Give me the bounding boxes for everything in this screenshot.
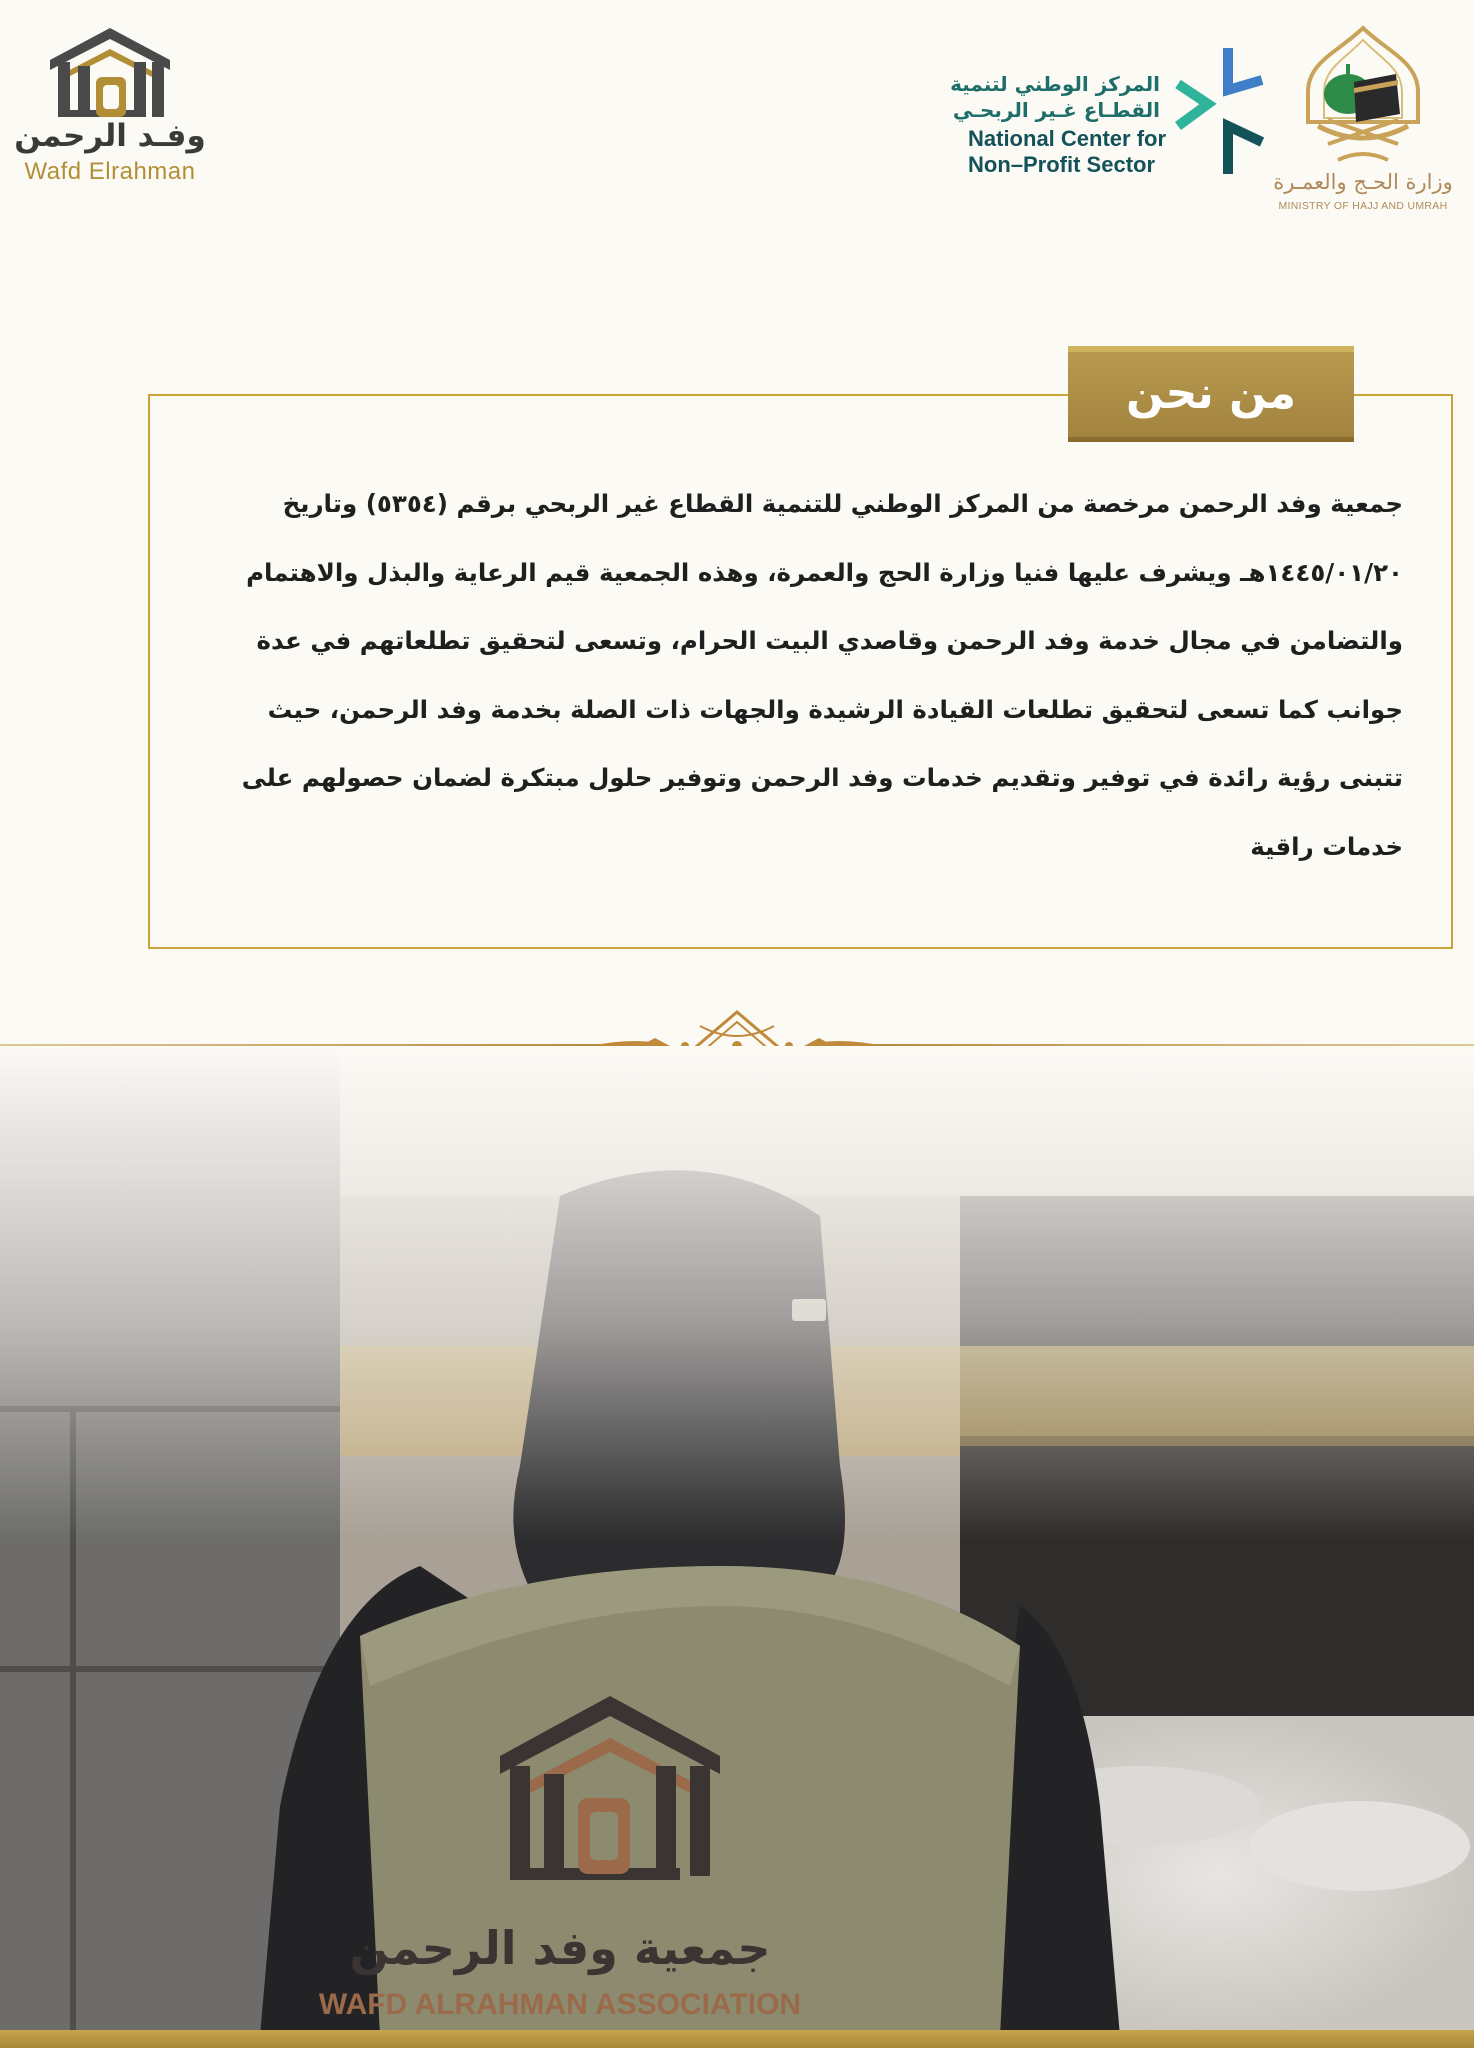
- kaaba-emblem-icon: [1268, 22, 1458, 172]
- wafd-elrahman-logo: [10, 22, 210, 187]
- wafd-logo-name-ar: وفـد الرحمن: [14, 118, 206, 154]
- ministry-name-ar: وزارة الحـج والعمـرة: [1273, 170, 1453, 194]
- ncnp-star-icon: [1170, 42, 1270, 182]
- ncnp-name-en-line1: National Center for: [968, 126, 1167, 151]
- ministry-name-en: MINISTRY OF HAJJ AND UMRAH: [1278, 200, 1448, 212]
- about-paragraph: [238, 470, 1403, 881]
- volunteer-photo: [0, 1046, 1474, 2036]
- wafd-logo-name-en: Wafd Elrahman: [24, 158, 196, 185]
- about-line: ١٤٤٥/٠١/٢٠هـ ويشرف عليها فنيا وزارة الحج والعمرة، وهذه الجمعية قيم الرعاية والبذل والاهتمام: [246, 557, 1403, 587]
- ncnp-name-en-line2: Non–Profit Sector: [968, 152, 1156, 177]
- ncnp-name-ar-line2: القطـاع غـير الربحـي: [952, 98, 1160, 122]
- about-line: تتبنى رؤية رائدة في توفير وتقديم خدمات وفد الرحمن وتوفير حلول مبتكرة لضمان حصولهم على: [241, 763, 1403, 792]
- ncnp-logo: [950, 42, 1280, 192]
- about-line: جمعية وفد الرحمن مرخصة من المركز الوطني للتنمية القطاع غير الربحي برقم (٥٣٥٤) وتاريخ: [282, 489, 1403, 518]
- about-line: خدمات راقية: [1250, 831, 1403, 861]
- ncnp-name-ar-line1: المركز الوطني لتنمية: [950, 72, 1160, 96]
- wafd-elrahman-logo-icon: [10, 22, 210, 122]
- about-line: والتضامن في مجال خدمة وفد الرحمن وقاصدي البيت الحرام، وتسعى لتحقيق تطلعاتهم في عدة: [256, 626, 1403, 655]
- volunteer-photo-illustration: [0, 1046, 1474, 2036]
- about-title-plate: [1068, 346, 1354, 442]
- bottom-gold-bar: [0, 2030, 1474, 2048]
- ministry-hajj-logo: [1268, 22, 1458, 222]
- about-line: جوانب كما تسعى لتحقيق تطلعات القيادة الرشيدة والجهات ذات الصلة بخدمة وفد الرحمن، حيث: [267, 694, 1403, 724]
- about-title: من نحن: [1126, 368, 1296, 419]
